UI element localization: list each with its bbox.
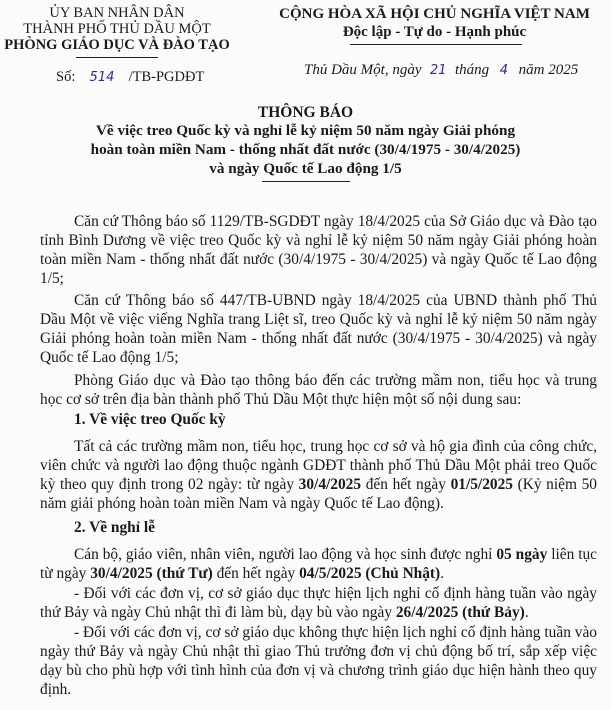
flag-date-start: 30/4/2025 xyxy=(298,476,362,493)
doc-number xyxy=(56,69,204,86)
doc-subject-line1: Về việc treo Quốc kỳ và nghỉ lễ kỷ niệm 50 năm ngày Giải phóng xyxy=(95,122,516,139)
national-motto: Độc lập - Tự do - Hạnh phúc xyxy=(342,24,527,40)
doc-subject-line2: hoàn toàn miền Nam - thống nhất đất nước (30/4/1975 - 30/4/2025) xyxy=(90,141,521,158)
doc-number-handwritten: 514 xyxy=(89,70,115,85)
paragraph-basis-2: Căn cứ Thông báo số 447/TB-UBND ngày 18/4/2025 của UBND thành phố Thủ Dầu Một về việc viếng Nghĩa trang Liệt sĩ, treo Quốc kỳ và nghỉ lễ kỷ niệm 50 năm ngày Giải phóng hoàn toàn miền Nam - thống nhất đất nước (30/4/1975 - 30/4/2025) và ngày Quốc tế Lao động 1/5; xyxy=(40,292,597,366)
flag-text-a: Tất cả các trường mầm non, tiểu học, trung học cơ sở và hộ gia đình của công chức, viên chức và người lao động thuộc ngành GDĐT thành phố Thủ Dầu Một phải treo Quốc kỳ theo quy định trong 02 ngày: từ ngày xyxy=(40,438,597,493)
paragraph-flag xyxy=(40,437,597,513)
doc-number-suffix: /TB-PGDĐT xyxy=(128,69,205,85)
holiday-days: 05 ngày xyxy=(496,546,548,563)
agency-underline xyxy=(76,57,158,58)
holiday-text-e: đến hết ngày xyxy=(212,565,300,582)
holiday-start: 30/4/2025 (thứ Tư) xyxy=(90,565,213,582)
agency-city: THÀNH PHỐ THỦ DẦU MỘT xyxy=(23,21,211,37)
date-day-handwritten: 21 xyxy=(429,63,447,78)
title-underline xyxy=(262,181,350,182)
makeup-date: 26/4/2025 (thứ Bảy) xyxy=(395,604,525,621)
paragraph-intro: Phòng Giáo dục và Đào tạo thông báo đến các trường mầm non, tiểu học và trung học cơ sở trên địa bàn thành phố Thủ Dầu Một thực hiện một số nội dung sau: xyxy=(40,372,597,408)
date-month-handwritten: 4 xyxy=(499,63,509,78)
holiday-text-c: liên tục từ ngày xyxy=(40,546,597,582)
doc-number-prefix: Số: xyxy=(56,69,76,85)
makeup-text-a: - Đối với các đơn vị, cơ sở giáo dục thực hiện lịch nghỉ cố định hàng tuần vào ngày thứ Bảy và ngày Chủ nhật thì đi làm bù, dạy bù vào ngày xyxy=(40,585,597,621)
makeup-text-c: . xyxy=(524,604,529,621)
doc-date xyxy=(304,62,578,79)
paragraph-makeup-fixed xyxy=(40,584,597,622)
flag-text-c: đến hết ngày xyxy=(361,476,451,493)
holiday-text-g: . xyxy=(440,565,445,582)
national-name: CỘNG HÒA XÃ HỘI CHỦ NGHĨA VIỆT NAM xyxy=(279,6,590,22)
date-year: năm 2025 xyxy=(518,62,579,78)
holiday-end: 04/5/2025 (Chủ Nhật) xyxy=(299,565,441,582)
section-heading-holiday: 2. Về nghỉ lễ xyxy=(74,519,155,536)
date-place: Thủ Dầu Một, ngày xyxy=(304,62,422,78)
paragraph-makeup-flexible: - Đối với các đơn vị, cơ sở giáo dục không thực hiện lịch nghỉ cố định hàng tuần vào ngày thứ Bảy và ngày Chủ nhật thì giao Thủ trưởng đơn vị chủ động bố trí, sắp xếp việc dạy bù cho phù hợp với tình hình của đơn vị và chương trình giáo dục hiện hành theo quy định. xyxy=(40,624,597,698)
flag-date-end: 01/5/2025 xyxy=(450,476,513,493)
doc-title: THÔNG BÁO xyxy=(257,104,354,121)
date-month-label: tháng xyxy=(455,62,490,78)
doc-subject-line3: và ngày Quốc tế Lao động 1/5 xyxy=(209,160,402,177)
paragraph-holiday xyxy=(40,545,597,583)
flag-text-e: (Kỷ niệm 50 năm giải phóng hoàn toàn miền Nam và ngày Quốc tế Lao động). xyxy=(40,476,597,512)
holiday-text-a: Cán bộ, giáo viên, nhân viên, người lao động và học sinh được nghỉ xyxy=(74,546,497,563)
agency-parent: ỦY BAN NHÂN DÂN xyxy=(49,5,185,21)
motto-underline xyxy=(350,44,522,45)
section-heading-flag: 1. Về việc treo Quốc kỳ xyxy=(74,411,226,428)
paragraph-basis-1: Căn cứ Thông báo số 1129/TB-SGDĐT ngày 18/4/2025 của Sở Giáo dục và Đào tạo tỉnh Bình Dương về việc treo Quốc kỳ và nghỉ lễ kỷ niệm 50 năm ngày Giải phóng hoàn toàn miền Nam - thống nhất đất nước (30/4/1975 - 30/4/2025) và ngày Quốc tế Lao động 1/5; xyxy=(40,213,597,287)
agency-name: PHÒNG GIÁO DỤC VÀ ĐÀO TẠO xyxy=(4,37,230,53)
